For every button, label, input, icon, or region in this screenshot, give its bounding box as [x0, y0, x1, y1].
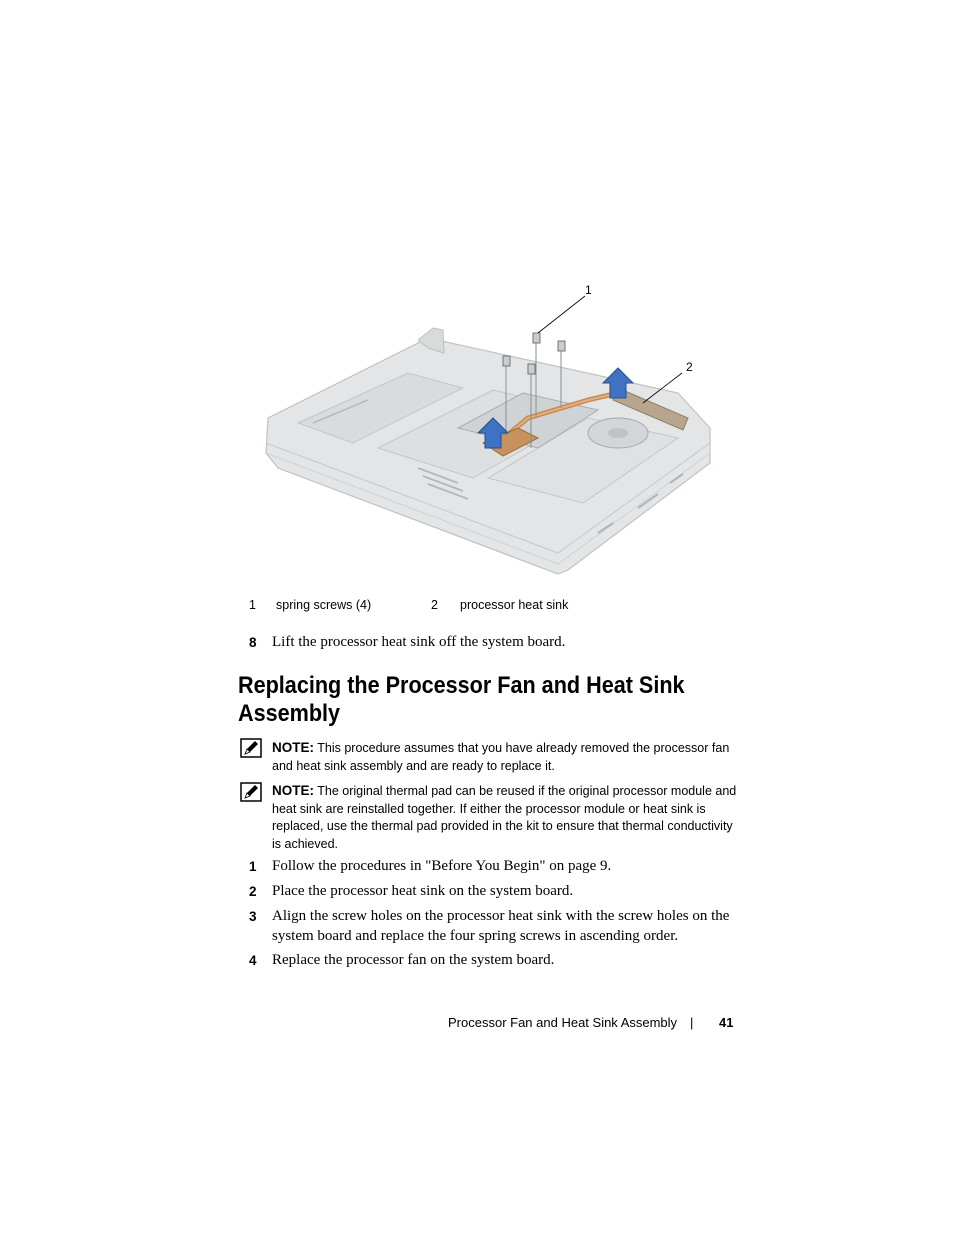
laptop-heatsink-illustration	[258, 278, 718, 578]
legend-num-2: 2	[431, 598, 438, 612]
note-1	[272, 739, 737, 775]
step-number: 4	[249, 953, 257, 968]
note-2	[272, 782, 737, 853]
step-number: 2	[249, 884, 257, 899]
step-number: 3	[249, 909, 257, 924]
step-text: Follow the procedures in "Before You Begin" on page 9.	[272, 858, 612, 874]
note-pencil-icon	[240, 738, 262, 758]
callout-1: 1	[585, 283, 592, 297]
step-text: Replace the processor fan on the system board.	[272, 952, 555, 968]
step-number: 1	[249, 859, 257, 874]
step-text: Place the processor heat sink on the system board.	[272, 883, 574, 899]
step-text: Lift the processor heat sink off the system board.	[272, 634, 566, 650]
note-label: NOTE:	[272, 740, 314, 755]
legend-num-1: 1	[249, 598, 256, 612]
note-text: The original thermal pad can be reused if the original processor module and heat sink are reinstalled together. If either the processor module or heat sink is replaced, use the thermal pad provided in the kit to ensure that thermal conductivity is achieved.	[272, 784, 737, 851]
legend-label-1: spring screws (4)	[276, 598, 372, 612]
note-text: This procedure assumes that you have already removed the processor fan and heat sink assembly and are ready to replace it.	[272, 741, 730, 773]
note-pencil-icon	[240, 782, 262, 802]
callout-2: 2	[686, 360, 693, 374]
page-number: 41	[719, 1015, 734, 1030]
legend-label-2: processor heat sink	[460, 598, 569, 612]
step-number: 8	[249, 635, 257, 650]
footer-section-title: Processor Fan and Heat Sink Assembly	[448, 1015, 678, 1030]
footer-separator: |	[690, 1015, 694, 1030]
section-title: Replacing the Processor Fan and Heat Sink Assembly	[238, 672, 685, 727]
note-label: NOTE:	[272, 783, 314, 798]
step-text: Align the screw holes on the processor heat sink with the screw holes on the system board and replace the four spring screws in ascending order.	[272, 908, 730, 944]
